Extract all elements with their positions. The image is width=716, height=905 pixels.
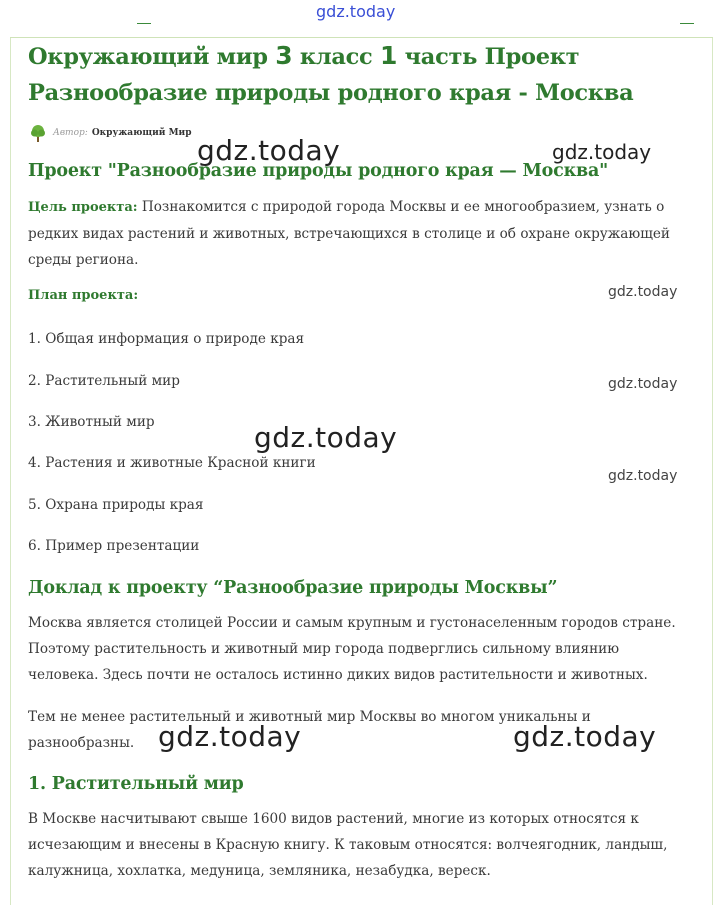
author-name[interactable]: Окружающий Мир [91,128,192,138]
top-left-mark [137,23,151,24]
goal-paragraph [28,194,688,273]
page-title: Окружающий мир 3 класс 1 часть Проект Разнообразие природы родного края - Москва [28,41,634,106]
top-watermark: gdz.today [316,2,396,21]
watermark: gdz.today [552,140,652,164]
watermark: gdz.today [158,720,302,753]
report-paragraph-2: Тем не менее растительный и животный мир Москвы во многом уникальны и разнообразны. [28,709,591,751]
plan-item: 4. Растения и животные Красной книги [28,455,316,471]
frame-left-border [10,38,11,905]
report-paragraph-1: Москва является столицей России и самым крупным и густонаселенным городов стране. Поэтому растительность и животный мир города подверглись сильному влиянию человека. Здесь почти не осталось истинно диких видов растительности и животных. [28,615,676,683]
watermark: gdz.today [254,421,398,454]
watermark: gdz.today [608,468,678,484]
watermark: gdz.today [608,284,678,300]
section-heading-plants: 1. Растительный мир [28,774,244,794]
goal-label: Цель проекта: [28,200,138,215]
watermark: gdz.today [513,720,657,753]
tree-icon [28,123,48,143]
plan-item: 6. Пример презентации [28,538,200,554]
frame-right-border [712,38,713,905]
top-bar [0,0,716,38]
plan-item: 5. Охрана природы края [28,497,204,513]
report-heading: Доклад к проекту “Разнообразие природы Москвы” [28,578,558,598]
project-heading: Проект "Разнообразие природы родного края — Москва" [28,161,609,181]
author-label: Автор: [53,128,88,138]
plan-item: 3. Животный мир [28,414,155,430]
author-line [28,122,192,144]
plan-label: План проекта: [28,288,139,303]
top-right-mark [680,23,694,24]
plants-paragraph: В Москве насчитывают свыше 1600 видов растений, многие из которых относятся к исчезающим и внесены в Красную книгу. К таковым относятся: волчеягодник, ландыш, калужница, хохлатка, медуница, земляника, незабудка, вереск. [28,811,668,879]
watermark: gdz.today [608,376,678,392]
plan-item: 2. Растительный мир [28,373,180,389]
goal-text: Познакомится с природой города Москвы и ее многообразием, узнать о редких видах растений и животных, встречающихся в столице и об охране окружающей среды региона. [28,199,670,268]
plan-item: 1. Общая информация о природе края [28,331,305,347]
watermark: gdz.today [197,134,341,167]
